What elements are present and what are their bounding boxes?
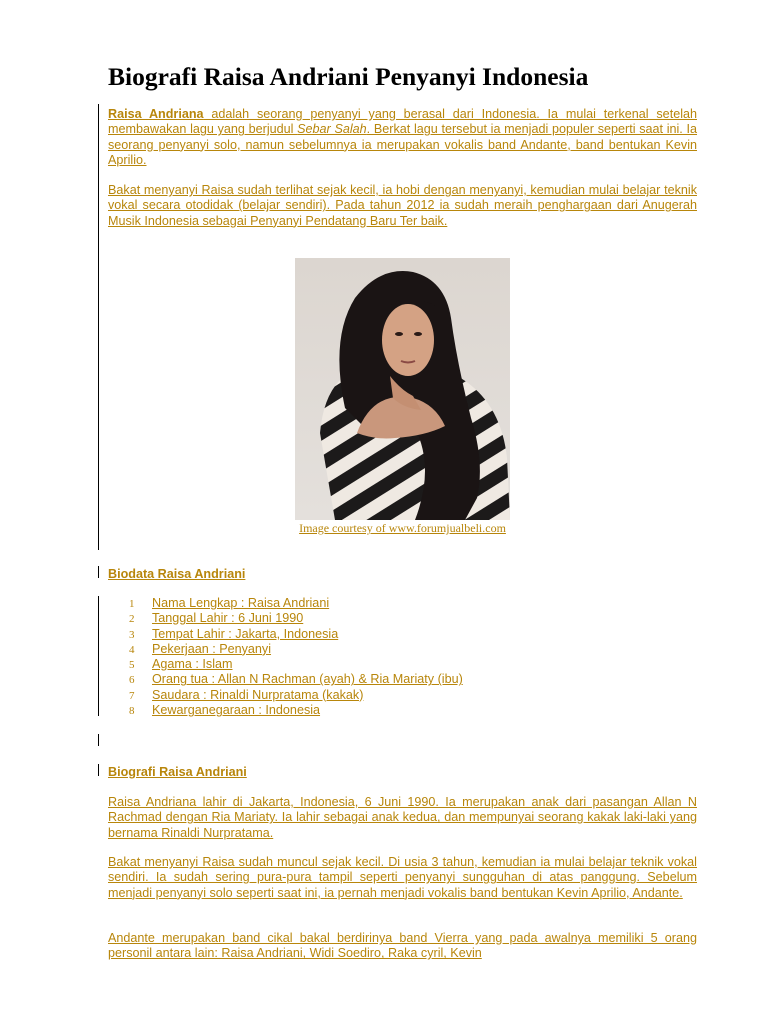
list-item[interactable] bbox=[129, 672, 463, 687]
list-item-text: Nama Lengkap : Raisa Andriani bbox=[152, 596, 330, 610]
list-item-text: Tempat Lahir : Jakarta, Indonesia bbox=[152, 626, 339, 641]
list-item-number: 3 bbox=[129, 628, 135, 641]
list-item[interactable] bbox=[129, 703, 463, 718]
biografi-heading[interactable]: Biografi Raisa Andriani bbox=[108, 765, 247, 779]
portrait-photo bbox=[295, 258, 510, 520]
list-item-number: 5 bbox=[129, 659, 135, 672]
biografi-paragraph[interactable]: Bakat menyanyi Raisa sudah muncul sejak kecil. Di usia 3 tahun, kemudian ia mulai belajar teknik vokal sendiri. Ia sudah sering pura-pura tampil seperti penyanyi sungguhan di atas panggung. Sebelum menjadi penyanyi solo seperti saat ini, ia pernah menjadi vokalis band bentukan Kevin Aprilio, Andante. bbox=[108, 855, 697, 900]
list-item-text: Saudara : Rinaldi Nurpratama (kakak) bbox=[152, 687, 364, 702]
list-item-number: 7 bbox=[129, 689, 135, 702]
biografi-paragraph[interactable]: Raisa Andriana lahir di Jakarta, Indonesia, 6 Juni 1990. Ia merupakan anak dari pasangan Allan N Rachmad dengan Ria Mariaty. Ia lahir sebagai anak kedua, dan mempunyai seorang kakak laki-laki yang bernama Rinaldi Nurpratama. bbox=[108, 795, 697, 840]
list-item-text: Tanggal Lahir : 6 Juni 1990 bbox=[152, 611, 304, 626]
list-item-text: Agama : Islam bbox=[152, 657, 233, 672]
list-item-text: Orang tua : Allan N Rachman (ayah) & Ria Mariaty (ibu) bbox=[152, 672, 463, 687]
list-item[interactable] bbox=[129, 688, 463, 703]
intro-paragraph[interactable] bbox=[108, 107, 697, 168]
intro-text: adalah seorang penyanyi yang berasal dari Indonesia. Ia mulai terkenal setelah membawakan lagu yang berjudul bbox=[108, 107, 697, 137]
list-item[interactable] bbox=[129, 611, 463, 626]
list-item-text: Kewarganegaraan : Indonesia bbox=[152, 703, 321, 718]
margin-bar bbox=[98, 734, 99, 746]
margin-bar bbox=[98, 596, 99, 716]
margin-bar bbox=[98, 764, 99, 776]
intro-song-title: Sebar Salah bbox=[297, 122, 367, 137]
list-item[interactable] bbox=[129, 596, 463, 611]
list-item-number: 8 bbox=[129, 705, 135, 718]
list-item[interactable] bbox=[129, 657, 463, 672]
intro-text: . Berkat lagu tersebut ia menjadi populer seperti saat ini. Ia seorang penyanyi solo, namun sebelumnya ia merupakan vokalis band Andante, band bentukan Kevin Aprilio. bbox=[108, 122, 698, 167]
list-item-text: Pekerjaan : Penyanyi bbox=[152, 641, 272, 656]
biografi-paragraph[interactable]: Andante merupakan band cikal bakal berdirinya band Vierra yang pada awalnya memiliki 5 orang personil antara lain: Raisa Andriani, Widi Soediro, Raka cyril, Kevin bbox=[108, 931, 697, 961]
list-item[interactable] bbox=[129, 627, 463, 642]
list-item[interactable] bbox=[129, 642, 463, 657]
biodata-heading[interactable]: Biodata Raisa Andriani bbox=[108, 567, 246, 581]
intro-name-link[interactable]: Raisa Andriana bbox=[108, 107, 204, 121]
list-item-number: 1 bbox=[129, 598, 135, 610]
page-title: Biografi Raisa Andriani Penyanyi Indonesia bbox=[108, 62, 589, 91]
margin-bar bbox=[98, 566, 99, 578]
biodata-list bbox=[129, 596, 463, 718]
list-item-number: 6 bbox=[129, 674, 135, 687]
image-caption-link[interactable]: Image courtesy of www.forumjualbeli.com bbox=[299, 521, 506, 535]
list-item-number: 2 bbox=[129, 613, 135, 626]
list-item-number: 4 bbox=[129, 643, 135, 656]
margin-bar bbox=[98, 104, 99, 550]
portrait-photo-illustration bbox=[295, 258, 510, 520]
talent-paragraph[interactable]: Bakat menyanyi Raisa sudah terlihat sejak kecil, ia hobi dengan menyanyi, kemudian mulai belajar teknik vokal secara otodidak (belajar sendiri). Pada tahun 2012 ia sudah meraih penghargaan dari Anugerah Musik Indonesia sebagai Penyanyi Pendatang Baru Ter baik. bbox=[108, 183, 697, 228]
